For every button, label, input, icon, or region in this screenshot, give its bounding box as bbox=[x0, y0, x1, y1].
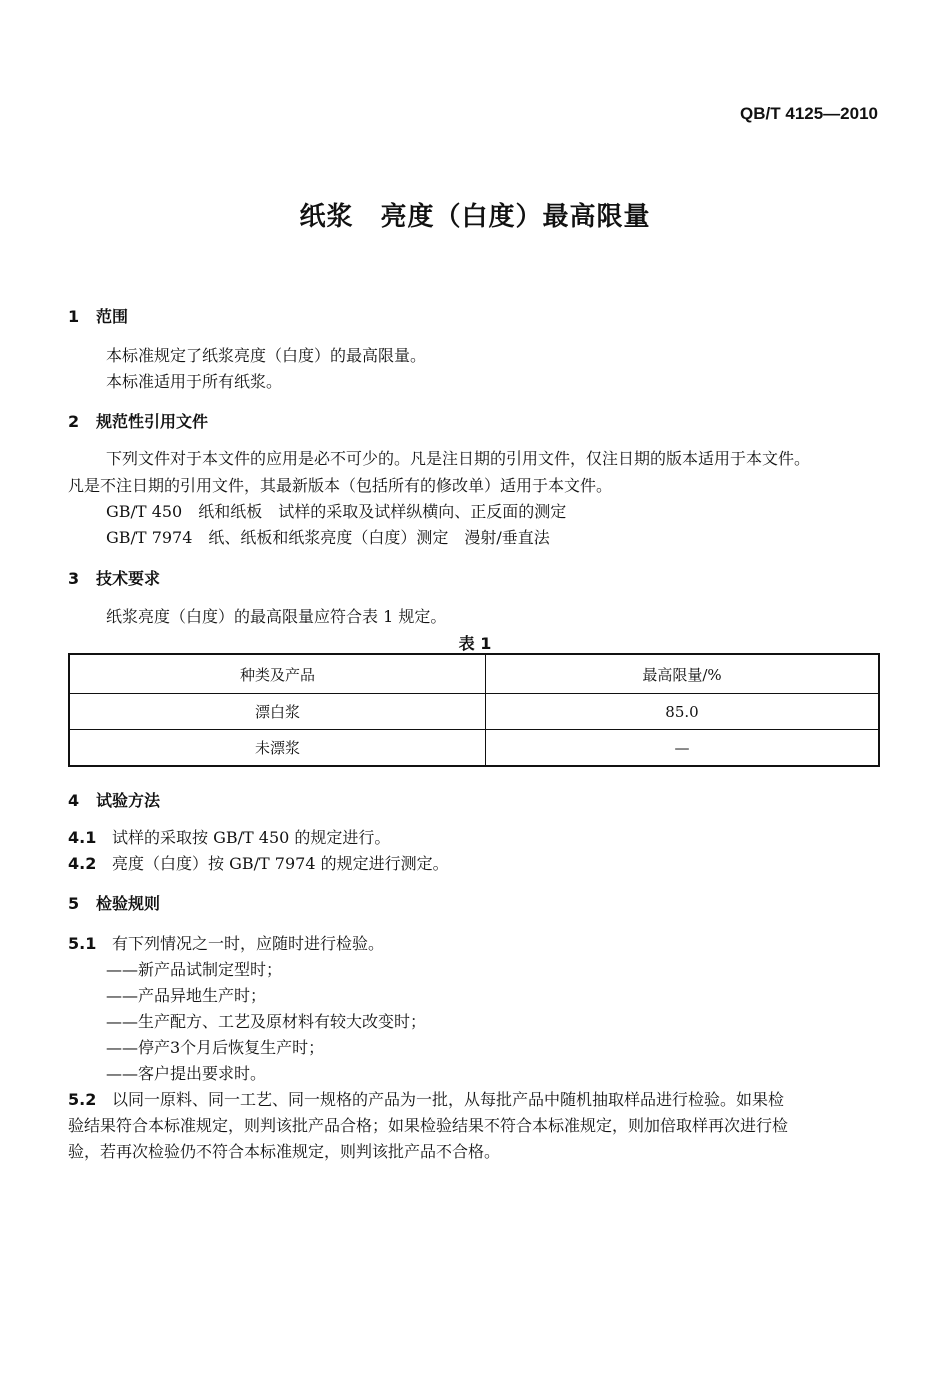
clause-4-2 bbox=[68, 851, 449, 874]
standard-code: QB/T 4125—2010 bbox=[740, 104, 878, 123]
clause-4-1 bbox=[68, 825, 390, 848]
clause-text: 有下列情况之一时，应随时进行检验。 bbox=[112, 934, 385, 953]
table-header-cell: 种类及产品 bbox=[69, 654, 486, 694]
clause-text: 以同一原料、同一工艺、同一规格的产品为一批，从每批产品中随机抽取样品进行检验。如果检 bbox=[112, 1090, 785, 1109]
table-header-cell: 最高限量/% bbox=[486, 654, 880, 694]
section-number: 3 bbox=[68, 569, 80, 588]
list-item: ——产品异地生产时； bbox=[106, 986, 267, 1005]
table-cell: 漂白浆 bbox=[69, 694, 486, 730]
section-4-heading bbox=[68, 788, 160, 811]
limits-table bbox=[68, 653, 880, 767]
table-cell: 85.0 bbox=[486, 694, 880, 730]
list-item: ——停产3个月后恢复生产时； bbox=[106, 1038, 325, 1057]
section-title: 技术要求 bbox=[96, 569, 161, 588]
paragraph: 验，若再次检验仍不符合本标准规定，则判该批产品不合格。 bbox=[68, 1142, 501, 1161]
section-number: 2 bbox=[68, 412, 80, 431]
clause-5-2 bbox=[68, 1087, 784, 1110]
table-cell: — bbox=[486, 730, 880, 767]
clause-5-1 bbox=[68, 931, 384, 954]
table-cell: 未漂浆 bbox=[69, 730, 486, 767]
table-caption: 表 1 bbox=[458, 634, 492, 653]
paragraph: 验结果符合本标准规定，则判该批产品合格；如果检验结果不符合本标准规定，则加倍取样再次进行检 bbox=[68, 1116, 789, 1135]
list-item: ——客户提出要求时。 bbox=[106, 1064, 267, 1083]
paragraph: 下列文件对于本文件的应用是必不可少的。凡是注日期的引用文件，仅注日期的版本适用于本文件。 bbox=[106, 449, 811, 468]
table-row bbox=[69, 694, 879, 730]
list-item: ——新产品试制定型时； bbox=[106, 960, 283, 979]
section-title: 试验方法 bbox=[96, 791, 161, 810]
section-number: 1 bbox=[68, 307, 80, 326]
clause-text: 亮度（白度）按 GB/T 7974 的规定进行测定。 bbox=[112, 854, 449, 873]
clause-number: 4.2 bbox=[68, 854, 97, 873]
clause-text: 试样的采取按 GB/T 450 的规定进行。 bbox=[112, 828, 391, 847]
section-title: 规范性引用文件 bbox=[96, 412, 209, 431]
clause-number: 5.2 bbox=[68, 1090, 97, 1109]
reference-item: GB/T 450 纸和纸板 试样的采取及试样纵横向、正反面的测定 bbox=[106, 502, 567, 521]
paragraph: 本标准适用于所有纸浆。 bbox=[106, 372, 283, 391]
table-header-row bbox=[69, 654, 879, 694]
section-5-heading bbox=[68, 891, 160, 914]
paragraph: 纸浆亮度（白度）的最高限量应符合表 1 规定。 bbox=[106, 607, 447, 626]
clause-number: 4.1 bbox=[68, 828, 97, 847]
section-title: 范围 bbox=[96, 307, 129, 326]
clause-number: 5.1 bbox=[68, 934, 97, 953]
list-item: ——生产配方、工艺及原材料有较大改变时； bbox=[106, 1012, 427, 1031]
paragraph: 本标准规定了纸浆亮度（白度）的最高限量。 bbox=[106, 346, 427, 365]
paragraph: 凡是不注日期的引用文件，其最新版本（包括所有的修改单）适用于本文件。 bbox=[68, 476, 613, 495]
section-2-heading bbox=[68, 409, 208, 432]
section-title: 检验规则 bbox=[96, 894, 161, 913]
document-title: 纸浆 亮度（白度）最高限量 bbox=[299, 202, 651, 232]
table-row bbox=[69, 730, 879, 767]
section-number: 5 bbox=[68, 894, 80, 913]
section-number: 4 bbox=[68, 791, 80, 810]
section-3-heading bbox=[68, 566, 160, 589]
section-1-heading bbox=[68, 304, 128, 327]
reference-item: GB/T 7974 纸、纸板和纸浆亮度（白度）测定 漫射/垂直法 bbox=[106, 528, 550, 547]
